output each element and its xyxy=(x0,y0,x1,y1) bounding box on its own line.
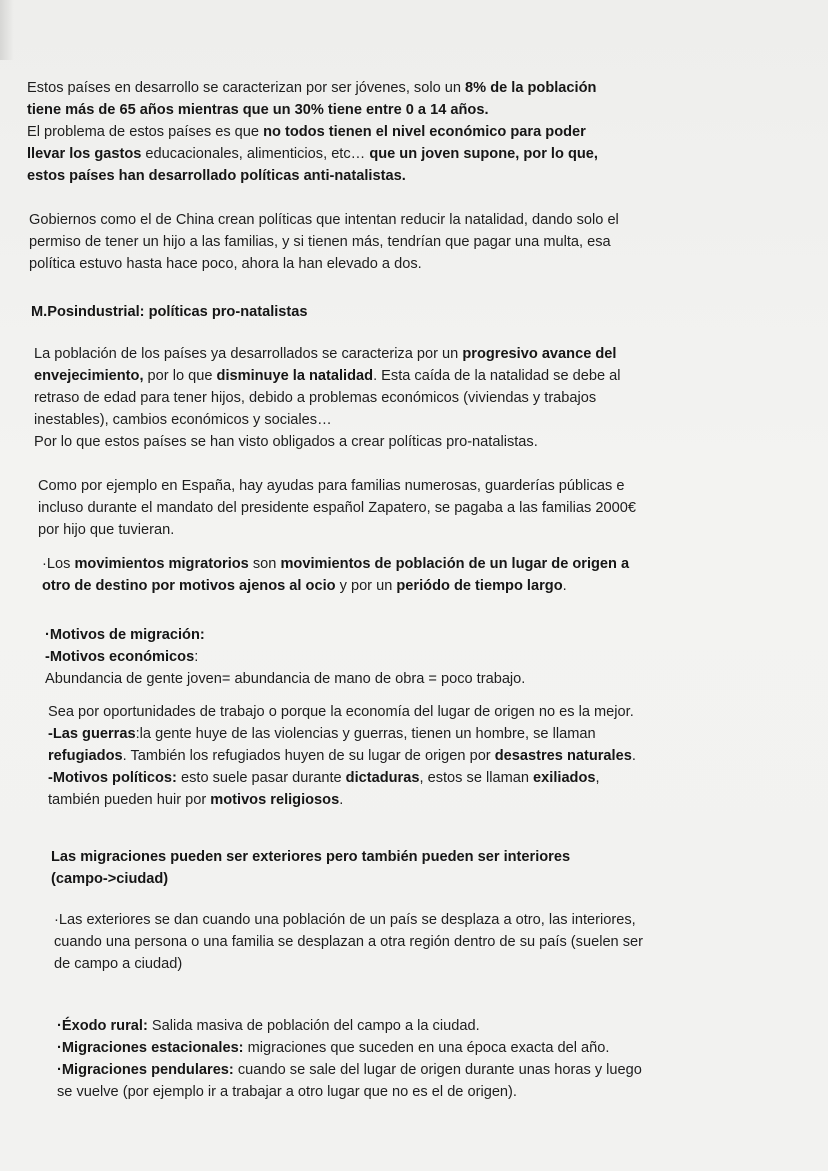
text-line xyxy=(48,745,636,767)
paragraph-wars-politics xyxy=(48,701,636,811)
text-line: Por lo que estos países se han visto obligados a crear políticas pro-natalistas. xyxy=(34,434,538,450)
text-span: educacionales, alimenticios, etc… xyxy=(141,146,370,162)
text-line xyxy=(27,121,598,143)
text-span: y por un xyxy=(335,578,397,594)
bold-span: -Motivos políticos: xyxy=(48,770,177,786)
bold-span: progresivo avance del xyxy=(462,346,617,362)
bold-span: ·Migraciones pendulares: xyxy=(57,1062,234,1078)
section-heading-migrations xyxy=(51,846,570,890)
bold-span: no todos tienen el nivel económico para poder xyxy=(263,124,586,140)
bold-span: desastres naturales xyxy=(494,748,632,764)
bold-span: refugiados xyxy=(48,748,123,764)
text-line: por hijo que tuvieran. xyxy=(38,522,175,538)
text-line: ·Las exteriores se dan cuando una población de un país se desplaza a otro, las interiores, xyxy=(54,912,636,928)
text-span: Salida masiva de población del campo a la ciudad. xyxy=(147,1018,480,1034)
paragraph-migratory-movements xyxy=(42,553,629,597)
text-line: de campo a ciudad) xyxy=(54,956,183,972)
text-span: también pueden huir por xyxy=(48,792,211,808)
text-line xyxy=(34,365,621,387)
bold-span: movimientos de población de un lugar de origen a xyxy=(280,556,630,572)
text-line xyxy=(57,1059,642,1081)
bold-span: 8% de la población xyxy=(465,80,597,96)
text-span: esto suele pasar durante xyxy=(176,770,346,786)
bold-span: exiliados xyxy=(533,770,596,786)
bold-span: disminuye la natalidad xyxy=(216,368,374,384)
bold-span: ·Motivos de migración: xyxy=(45,627,205,643)
bold-span: llevar los gastos xyxy=(27,146,142,162)
text-span: cuando se sale del lugar de origen durante unas horas y luego xyxy=(233,1062,642,1078)
paragraph-developed-countries xyxy=(34,343,621,453)
text-line: incluso durante el mandato del presidente español Zapatero, se pagaba a las familias 2000€ xyxy=(38,500,636,516)
text-line xyxy=(27,165,598,187)
text-line xyxy=(34,343,621,365)
text-span: La población de los países ya desarrollados se caracteriza por un xyxy=(34,346,463,362)
text-span: Estos países en desarrollo se caracterizan por ser jóvenes, solo un xyxy=(27,80,466,96)
text-span: ·Los xyxy=(42,556,75,572)
text-span: , xyxy=(595,770,600,786)
text-line xyxy=(48,767,636,789)
page-corner-shadow xyxy=(0,0,14,60)
text-span: . xyxy=(562,578,567,594)
bold-span: -Motivos económicos xyxy=(45,649,195,665)
paragraph-china-policy xyxy=(29,209,619,275)
text-span: . También los refugiados huyen de su lugar de origen por xyxy=(122,748,495,764)
bold-span: tiene más de 65 años mientras que un 30% tiene entre 0 a 14 años. xyxy=(27,102,489,118)
text-span: El problema de estos países es que xyxy=(27,124,264,140)
heading-text: Las migraciones pueden ser exteriores pero también pueden ser interiores xyxy=(51,849,571,865)
text-span: , estos se llaman xyxy=(419,770,534,786)
bold-span: movimientos migratorios xyxy=(74,556,249,572)
bold-span: ·Migraciones estacionales: xyxy=(57,1040,244,1056)
text-line: Como por ejemplo en España, hay ayudas para familias numerosas, guarderías públicas e xyxy=(38,478,625,494)
text-line xyxy=(27,143,598,165)
text-span: migraciones que suceden en una época exacta del año. xyxy=(243,1040,610,1056)
paragraph-developing-countries xyxy=(27,77,598,187)
paragraph-migration-motives xyxy=(45,624,525,690)
text-line xyxy=(48,723,636,745)
heading-text: (campo->ciudad) xyxy=(51,871,169,887)
text-line: Sea por oportunidades de trabajo o porque la economía del lugar de origen no es la mejor. xyxy=(48,704,634,720)
bold-span: otro de destino por motivos ajenos al ocio xyxy=(42,578,336,594)
text-line: permiso de tener un hijo a las familias, y si tienen más, tendrían que pagar una multa, esa xyxy=(29,234,611,250)
text-span: son xyxy=(248,556,281,572)
text-line: se vuelve (por ejemplo ir a trabajar a otro lugar que no es el de origen). xyxy=(57,1084,517,1100)
heading-text: M.Posindustrial: políticas pro-natalistas xyxy=(31,304,308,320)
bold-span: dictaduras xyxy=(345,770,420,786)
text-span: : xyxy=(194,649,199,665)
bold-span: estos países han desarrollado políticas anti-natalistas. xyxy=(27,168,406,184)
text-line xyxy=(27,77,598,99)
paragraph-spain-example xyxy=(38,475,636,541)
paragraph-migration-types xyxy=(57,1015,642,1103)
paragraph-exterior-interior xyxy=(54,909,643,975)
text-line xyxy=(45,624,525,646)
text-line xyxy=(42,553,629,575)
text-line xyxy=(45,646,525,668)
text-line xyxy=(27,99,598,121)
bold-span: motivos religiosos xyxy=(210,792,340,808)
text-span: . xyxy=(339,792,344,808)
text-span: :la gente huye de las violencias y guerras, tienen un hombre, se llaman xyxy=(135,726,596,742)
bold-span: -Las guerras xyxy=(48,726,136,742)
text-line xyxy=(42,575,629,597)
text-line: retraso de edad para tener hijos, debido a problemas económicos (viviendas y trabajos xyxy=(34,390,597,406)
text-span: por lo que xyxy=(143,368,217,384)
text-line xyxy=(57,1015,642,1037)
bold-span: periódo de tiempo largo xyxy=(396,578,563,594)
text-line: Gobiernos como el de China crean políticas que intentan reducir la natalidad, dando solo el xyxy=(29,212,619,228)
text-line: inestables), cambios económicos y sociales… xyxy=(34,412,332,428)
bold-span: envejecimiento, xyxy=(34,368,144,384)
text-line xyxy=(48,789,636,811)
text-line: política estuvo hasta hace poco, ahora la han elevado a dos. xyxy=(29,256,422,272)
text-span: . Esta caída de la natalidad se debe al xyxy=(373,368,621,384)
text-span: . xyxy=(631,748,636,764)
text-line xyxy=(57,1037,642,1059)
text-line: Abundancia de gente joven= abundancia de mano de obra = poco trabajo. xyxy=(45,671,526,687)
text-line: cuando una persona o una familia se desplazan a otra región dentro de su país (suelen ser xyxy=(54,934,644,950)
bold-span: que un joven supone, por lo que, xyxy=(369,146,598,162)
bold-span: ·Éxodo rural: xyxy=(57,1018,148,1034)
section-heading-posindustrial xyxy=(31,301,308,323)
